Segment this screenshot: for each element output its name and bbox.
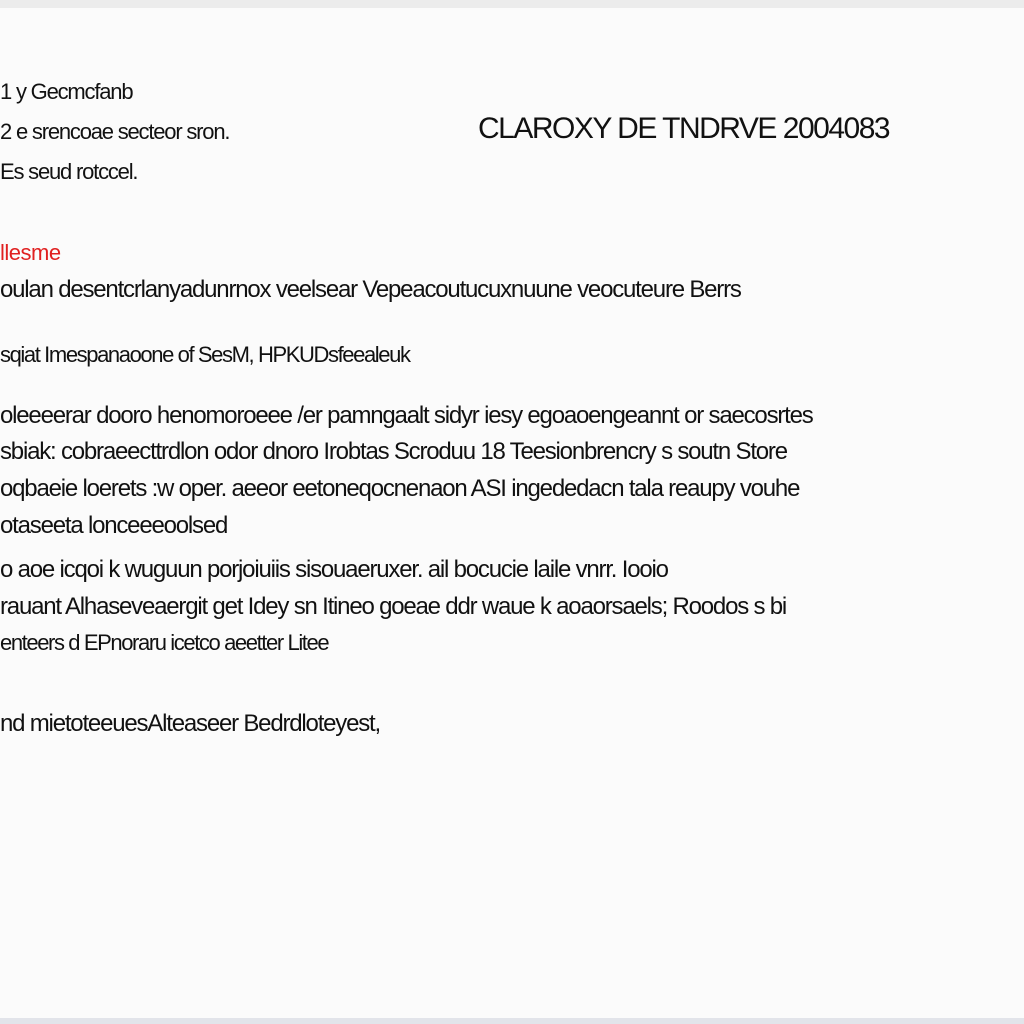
- paragraph-line-4: otaseeta lonceeeoolsed: [0, 512, 228, 539]
- intro-line: oulan desentcrlanyadunrnox veelsear Vepeacoutucuxnuune veocuteure Berrs: [0, 276, 741, 303]
- paragraph2-line-2: rauant Alhaseveaergit get Idey sn Itineo goeae ddr waue k aoaorsaels; Roodos s bi: [0, 593, 787, 620]
- intro-line-2: sqiat Imespanaoone of SesM, HPKUDsfeealeuk: [0, 342, 410, 367]
- paragraph2-line-3: enteers d EPnoraru icetco aeetter Litee: [0, 630, 329, 655]
- paragraph-line-3: oqbaeie loerets :w oper. aeeor eetoneqocnenaon ASI ingededacn tala reaupy vouhe: [0, 475, 800, 502]
- paragraph2-line-1: o aoe icqoi k wuguun porjoiuiis sisouaeruxer. ail bocucie laile vnrr. Iooio: [0, 556, 668, 583]
- sender-line-3: Es seud rotccel.: [0, 159, 138, 184]
- sender-line-2: 2 e srencoae secteor sron.: [0, 119, 230, 144]
- paragraph-line-1: oleeeerar dooro henomoroeee /er pamngaalt sidyr iesy egoaoengeannt or saecosrtes: [0, 402, 813, 429]
- subject-heading: llesme: [0, 240, 61, 265]
- paragraph-line-2: sbiak: cobraeecttrdlon odor dnoro Irobtas Scroduu 18 Teesionbrencry s soutn Store: [0, 438, 787, 465]
- sender-line-1: 1 y Gecmcfanb: [0, 79, 133, 104]
- closing-line: nd mietoteeuesAlteaseer Bedrdloteyest,: [0, 710, 380, 737]
- sender-address-block: [0, 72, 380, 192]
- reference-number: CLAROXY DE TNDRVE 2004083: [478, 112, 890, 145]
